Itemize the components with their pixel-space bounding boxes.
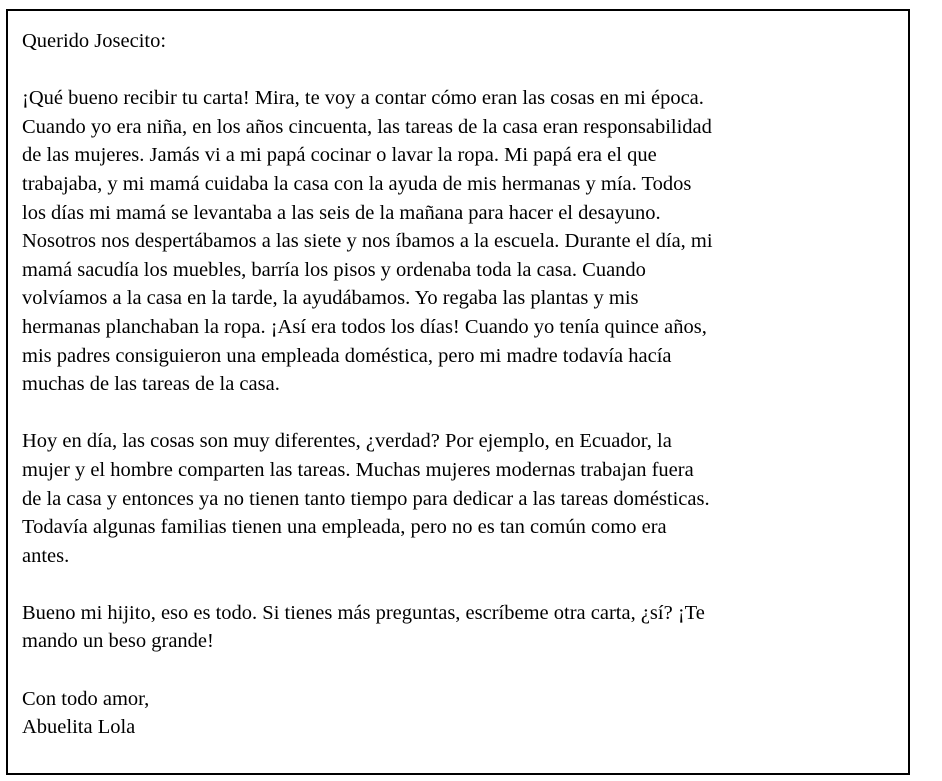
letter-text — [22, 27, 888, 742]
letter-salutation — [22, 27, 888, 56]
text-line: mis padres consiguieron una empleada doméstica, pero mi madre todavía hacía — [22, 344, 672, 367]
text-line: Bueno mi hijito, eso es todo. Si tienes más preguntas, escríbeme otra carta, ¿sí? ¡Te — [22, 601, 705, 624]
text-line: los días mi mamá se levantaba a las seis de la mañana para hacer el desayuno. — [22, 201, 661, 224]
letter-paragraph-2 — [22, 427, 888, 570]
text-line: de las mujeres. Jamás vi a mi papá cocinar o lavar la ropa. Mi papá era el que — [22, 144, 657, 167]
text-line: volvíamos a la casa en la tarde, la ayudábamos. Yo regaba las plantas y mis — [22, 287, 639, 310]
text-line: hermanas planchaban la ropa. ¡Así era todos los días! Cuando yo tenía quince años, — [22, 315, 707, 338]
text-line: Todavía algunas familias tienen una empleada, pero no es tan común como era — [22, 516, 667, 539]
text-line: Hoy en día, las cosas son muy diferentes, ¿verdad? Por ejemplo, en Ecuador, la — [22, 430, 672, 453]
text-line: antes. — [22, 544, 70, 567]
text-line: mujer y el hombre comparten las tareas. Muchas mujeres modernas trabajan fuera — [22, 458, 694, 481]
text-line: ¡Qué bueno recibir tu carta! Mira, te voy a contar cómo eran las cosas en mi época. — [22, 87, 704, 110]
text-line: Querido Josecito: — [22, 30, 167, 52]
text-line: trabajaba, y mi mamá cuidaba la casa con la ayuda de mis hermanas y mía. Todos — [22, 172, 692, 195]
text-line: de la casa y entonces ya no tienen tanto tiempo para dedicar a las tareas domésticas. — [22, 487, 710, 510]
signature-name: Abuelita Lola — [22, 716, 136, 739]
text-line: Cuando yo era niña, en los años cincuenta, las tareas de la casa eran responsabilidad — [22, 115, 712, 138]
text-line: mando un beso grande! — [22, 630, 214, 653]
text-line: mamá sacudía los muebles, barría los pisos y ordenaba toda la casa. Cuando — [22, 258, 646, 281]
letter-paragraph-3 — [22, 599, 888, 656]
letter-closing — [22, 685, 888, 742]
letter-paragraph-1 — [22, 84, 888, 399]
text-line: muchas de las tareas de la casa. — [22, 373, 280, 396]
closing-phrase: Con todo amor, — [22, 687, 150, 710]
text-line: Nosotros nos despertábamos a las siete y nos íbamos a la escuela. Durante el día, mi — [22, 230, 713, 253]
letter-container — [6, 9, 910, 775]
